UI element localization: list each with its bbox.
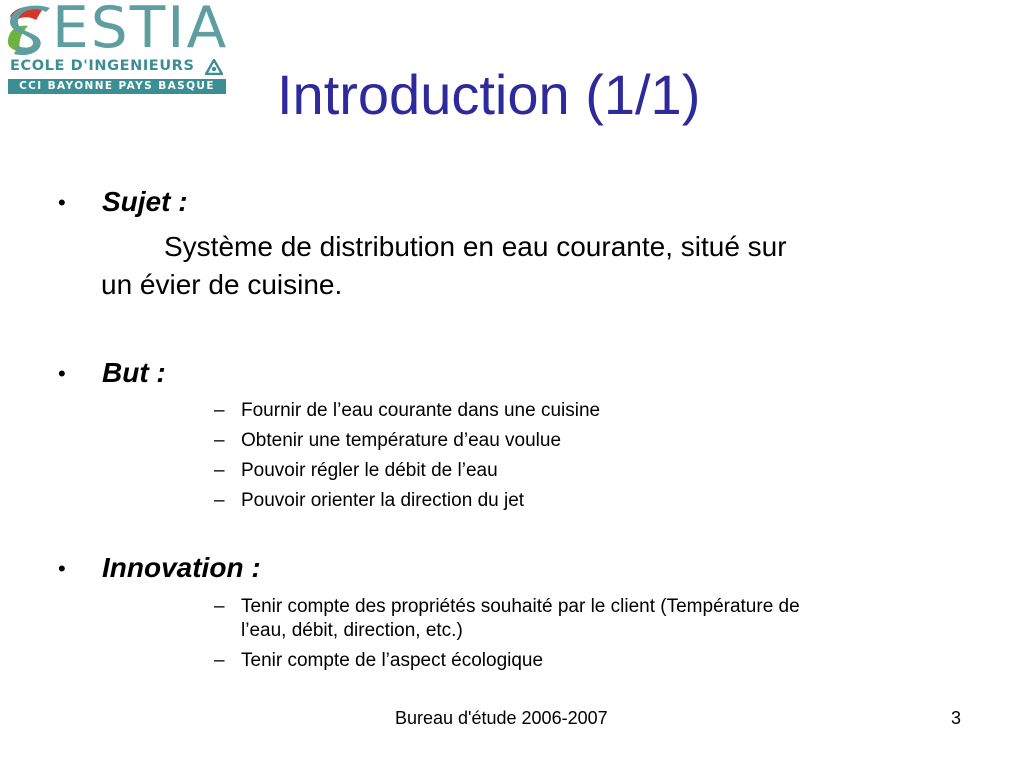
footer-text: Bureau d'étude 2006-2007 [395, 708, 608, 728]
but-item: Fournir de l’eau courante dans une cuisine [241, 400, 601, 421]
section-heading-but: But : [102, 357, 166, 388]
logo-band: CCI BAYONNE PAYS BASQUE [8, 79, 226, 94]
bullet-icon: • [58, 361, 66, 386]
dash-icon: – [214, 460, 225, 481]
sujet-text-line-2: un évier de cuisine. [101, 269, 343, 300]
dash-icon: – [214, 400, 225, 421]
section-heading-sujet: Sujet : [102, 186, 188, 217]
logo-subtitle: ECOLE D'INGENIEURS [10, 58, 195, 74]
dash-icon: – [214, 430, 225, 451]
slide-title: Introduction (1/1) [277, 63, 701, 126]
triangle-icon [205, 59, 223, 75]
but-item: Obtenir une température d’eau voulue [241, 430, 562, 451]
innovation-item-line-2: l’eau, débit, direction, etc.) [241, 620, 463, 641]
innovation-item-line-1: Tenir compte des propriétés souhaité par le client (Température de [241, 596, 800, 617]
section-heading-innovation: Innovation : [102, 552, 261, 583]
page-number: 3 [951, 708, 962, 728]
dash-icon: – [214, 650, 225, 671]
bullet-icon: • [58, 190, 66, 215]
innovation-item: Tenir compte de l’aspect écologique [241, 650, 544, 671]
bullet-icon: • [58, 556, 66, 581]
dash-icon: – [214, 596, 225, 617]
sujet-text-line-1: Système de distribution en eau courante, situé sur [164, 231, 787, 262]
logo-wordmark: ESTIA [52, 0, 229, 61]
but-item: Pouvoir régler le débit de l’eau [241, 460, 498, 481]
logo-mark-icon [6, 2, 52, 60]
dash-icon: – [214, 490, 225, 511]
but-item: Pouvoir orienter la direction du jet [241, 490, 525, 511]
estia-logo [6, 0, 229, 96]
